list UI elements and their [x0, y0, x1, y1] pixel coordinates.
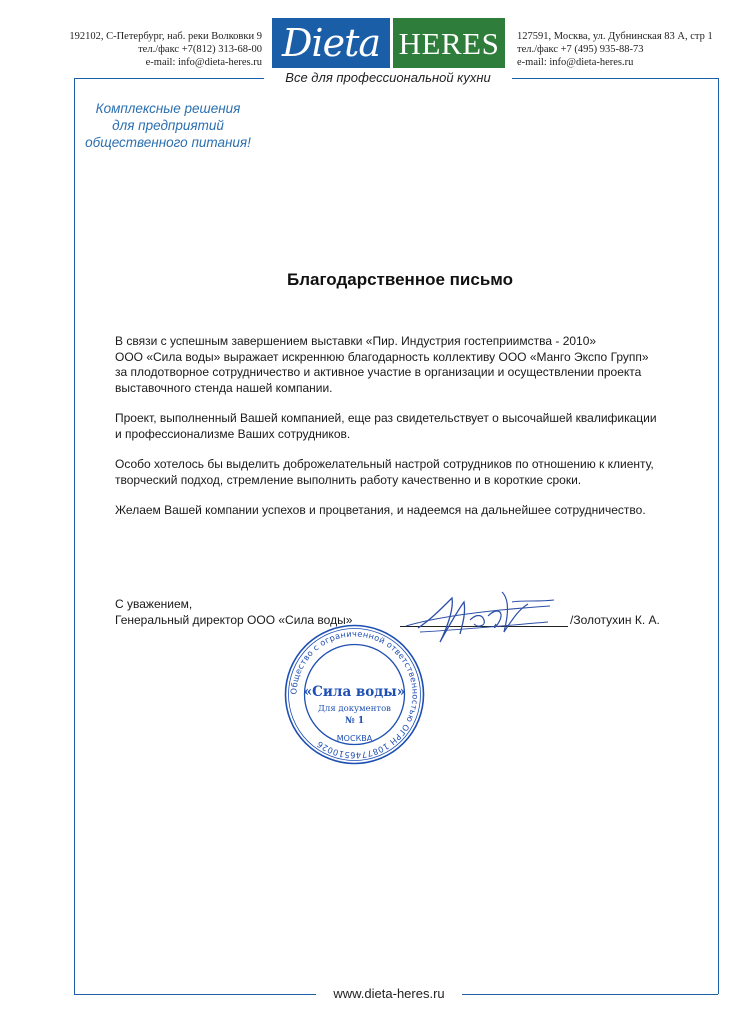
letter-title: Благодарственное письмо — [286, 270, 514, 289]
logo-dieta: Dieta — [272, 18, 390, 68]
frame-border — [74, 994, 316, 995]
slogan-line: для предприятий — [112, 118, 224, 133]
slogan-line: общественного питания! — [85, 135, 251, 150]
text-line: и профессионализме Ваших сотрудников. — [115, 426, 351, 441]
paragraph — [115, 457, 705, 488]
stamp-ring-text: Общество с ограниченной ответственностью ОГРН 1087746510026 — [288, 628, 421, 761]
text-line: Желаем Вашей компании успехов и процветания, и надеемся на дальнейшее сотрудничество. — [115, 503, 646, 517]
paragraph — [115, 411, 705, 442]
frame-border — [74, 78, 264, 79]
closing-position: Генеральный директор ООО «Сила воды» — [115, 612, 353, 627]
phone-line: тел./факс +7 (495) 935-88-73 — [517, 44, 644, 55]
phone-line: тел./факс +7(812) 313-68-00 — [138, 44, 262, 55]
text-line: выставочного стенда нашей компании. — [115, 380, 333, 395]
letter-body — [115, 334, 705, 534]
paragraph — [115, 334, 705, 396]
email-line: e-mail: info@dieta-heres.ru — [145, 57, 262, 68]
closing-greeting: С уважением, — [115, 597, 193, 611]
slogan-line: Комплексные решения — [95, 101, 241, 116]
company-stamp — [282, 622, 427, 767]
signer-name: /Золотухин К. А. — [570, 613, 660, 627]
text-line: творческий подход, стремление выполнить работу качественно и в короткие сроки. — [115, 472, 582, 487]
text-line: ООО «Сила воды» выражает искреннюю благодарность коллективу ООО «Манго Экспо Групп» — [115, 349, 649, 364]
email-line: e-mail: info@dieta-heres.ru — [517, 57, 634, 68]
text-line: В связи с успешным завершением выставки «Пир. Индустрия гостеприимства - 2010» — [115, 334, 597, 348]
text-line: за плодотворное сотрудничество и активное участие в организации и осуществлении проекта — [115, 365, 642, 379]
company-tagline: Все для профессиональной кухни — [266, 70, 510, 86]
paragraph — [115, 503, 705, 519]
text-line: Особо хотелось бы выделить доброжелательный настрой сотрудников по отношению к клиенту, — [115, 457, 654, 471]
company-slogan — [80, 100, 256, 151]
stamp-center-name: «Сила воды» — [303, 684, 406, 700]
text-line: Проект, выполненный Вашей компанией, еще раз свидетельствует о высочайшей квалификации — [115, 411, 657, 425]
header-address-spb — [40, 30, 262, 69]
frame-border — [718, 78, 719, 994]
header-address-moscow — [517, 30, 732, 69]
address-line: 127591, Москва, ул. Дубнинская 83 А, стр 1 — [517, 31, 713, 42]
stamp-number: № 1 — [344, 716, 365, 726]
address-line: 192102, С-Петербург, наб. реки Волковки 9 — [69, 31, 262, 42]
frame-border — [512, 78, 718, 79]
frame-border — [74, 78, 75, 994]
stamp-center-line: Для документов — [318, 704, 391, 714]
footer-website: www.dieta-heres.ru — [316, 985, 462, 1002]
frame-border — [462, 994, 718, 995]
stamp-city: МОСКВА — [336, 734, 373, 743]
logo-heres: HERES — [393, 18, 505, 68]
